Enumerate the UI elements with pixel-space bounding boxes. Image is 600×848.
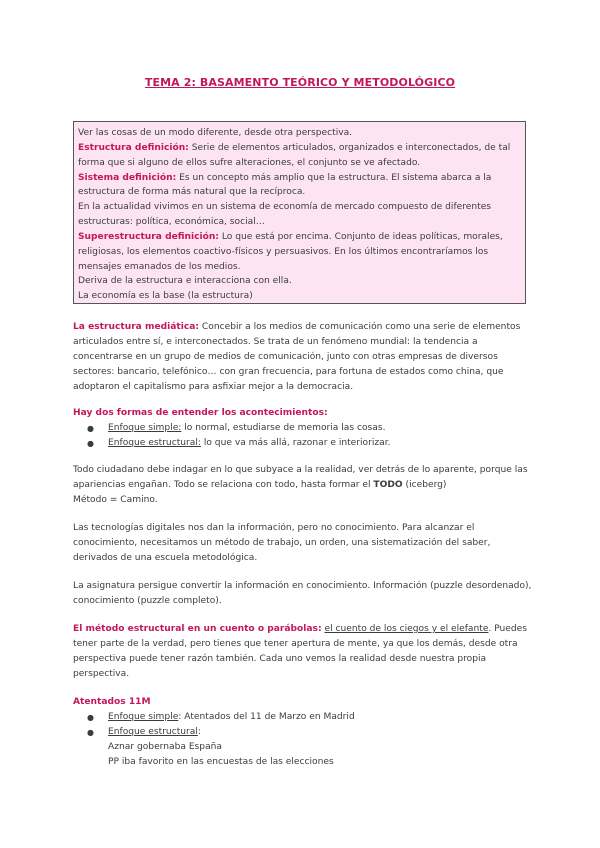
mediatica-section: [73, 320, 533, 395]
metodo-camino: Método = Camino.: [73, 495, 158, 505]
metodo-text: . Puedes tener parte de la verdad, pero tienes que tener apertura de mente, ya que los demás, desde otra perspectiva puede tener razón también. Cada uno vemos la realidad desde nuestra propia perspectiva.: [73, 624, 527, 679]
tecnologias-section: [73, 521, 533, 566]
box-intro: Ver las cosas de un modo diferente, desde otra perspectiva.: [78, 128, 353, 138]
economia-text: La economía es la base (la estructura): [78, 291, 253, 302]
metodo-paragraph: [73, 622, 533, 682]
enfoque-estructural-text: lo que va más allá, razonar e interiorizar.: [200, 438, 391, 448]
enfoque-simple-text: lo normal, estudiarse de memoria las cosas.: [181, 423, 386, 433]
formas-section: [73, 406, 533, 451]
enfoque-estructural-label: Enfoque estructural:: [108, 438, 201, 448]
sub-item-aznar: Aznar gobernaba España: [108, 742, 222, 752]
list-item: [73, 710, 533, 725]
tecnologias-paragraph: Las tecnologías digitales nos dan la información, pero no conocimiento. Para alcanzar el conocimiento, necesitamos un método de trabajo, un orden, una sistematización del saber, derivados de una escuela metodológica.: [73, 523, 491, 563]
atentados-estructural-label: Enfoque estructural: [108, 727, 198, 737]
list-item: [73, 725, 533, 740]
atentados-section: [73, 695, 533, 770]
atentados-heading: Atentados 11M: [73, 697, 151, 707]
estructura-text: Serie de elementos articulados, organizados e interconectados, de tal forma que si alguno de ellos sufre alteraciones, el conjunto se ve afectado.: [78, 142, 511, 168]
sub-item-pp: PP iba favorito en las encuestas de las elecciones: [108, 757, 334, 767]
atentados-estructural-text: :: [197, 727, 201, 737]
asignatura-section: [73, 579, 533, 609]
estructura-definition: [78, 141, 519, 171]
iceberg-text: (iceberg): [402, 480, 447, 490]
superestructura-label: Superestructura definición:: [78, 231, 219, 242]
mediatica-paragraph: [73, 320, 533, 395]
cuento-link[interactable]: el cuento de los ciegos y el elefante: [324, 624, 489, 634]
sistema-text: Es un concepto más amplio que la estructura. El sistema abarca a la estructura de forma más natural que la recíproca.: [78, 172, 492, 198]
list-item: [73, 436, 533, 451]
list-item: [73, 421, 533, 436]
superestructura-definition: [78, 230, 519, 275]
ciudadano-paragraph: [73, 463, 533, 493]
atentados-simple-text: : Atentados del 11 de Marzo en Madrid: [178, 712, 355, 722]
metodo-label: El método estructural en un cuento o parábolas:: [73, 624, 322, 634]
sistema-definition: [78, 171, 519, 201]
formas-list: [73, 421, 533, 451]
superestructura-text: Lo que está por encima. Conjunto de ideas políticas, morales, religiosas, los elementos coactivo-físicos y persuasivos. En los últimos encontraríamos los mensajes emanados de los medios.: [78, 231, 503, 272]
deriva-text: Deriva de la estructura e interacciona con ella.: [78, 276, 292, 287]
ciudadano-text: Todo ciudadano debe indagar en lo que subyace a la realidad, ver detrás de lo aparente, porque las apariencias engañan. Todo se relaciona con todo, hasta formar el: [73, 465, 528, 490]
sistema-label: Sistema definición:: [78, 172, 177, 183]
atentados-simple-label: Enfoque simple: [108, 712, 179, 722]
ciudadano-section: [73, 463, 533, 508]
estructura-label: Estructura definición:: [78, 142, 189, 153]
formas-heading: Hay dos formas de entender los acontecimientos:: [73, 408, 328, 418]
actualidad-text: En la actualidad vivimos en un sistema de economía de mercado compuesto de diferentes estructuras: política, económica, social…: [78, 202, 492, 228]
metodo-section: [73, 622, 533, 682]
mediatica-text: Concebir a los medios de comunicación como una serie de elementos articulados entre sí, e interconectados. Se trata de un fenómeno mundial: la tendencia a concentrarse en un grupo de medios de comunicación, junto con otras empresas de diversos sectores: bancario, telefónico… con gran frecuencia, para fortuna de estados como china, que adoptaron el capitalismo para asfixiar mejor a la democracia.: [73, 322, 521, 392]
mediatica-label: La estructura mediática:: [73, 322, 200, 332]
atentados-list: [73, 710, 533, 740]
definitions-box: [73, 121, 526, 304]
page-title: TEMA 2: BASAMENTO TEÓRICO Y METODOLÓGICO: [144, 76, 456, 89]
todo-word: TODO: [373, 480, 403, 490]
asignatura-paragraph: La asignatura persigue convertir la información en conocimiento. Información (puzzle desordenado), conocimiento (puzzle completo).: [73, 581, 532, 606]
enfoque-simple-label: Enfoque simple:: [108, 423, 182, 433]
